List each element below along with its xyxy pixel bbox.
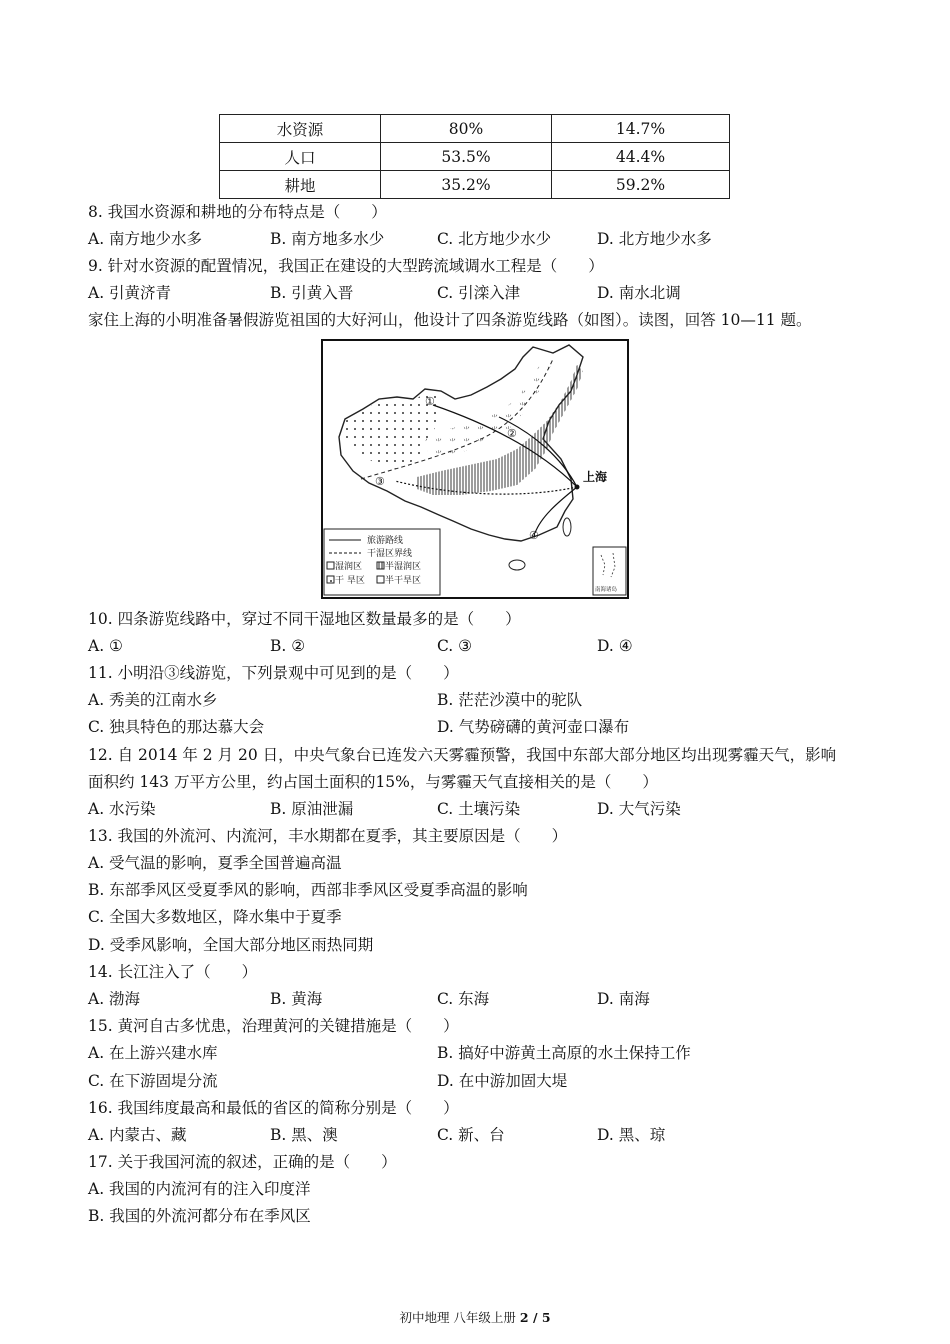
- table-row: [220, 171, 730, 199]
- question-9-option-a: A. 引黄济青: [88, 284, 172, 302]
- question-8-option-b: B. 南方地多水少: [270, 230, 385, 248]
- legend-route: 旅游路线: [367, 536, 404, 546]
- question-11-stem: 11. 小明沿③线游览，下列景观中可见到的是（ ）: [88, 664, 459, 682]
- question-9-option-d: D. 南水北调: [597, 284, 681, 302]
- question-10-option-c: C. ③: [437, 637, 473, 655]
- question-9-option-c: C. 引滦入津: [437, 284, 521, 302]
- legend-dry: 干 旱区: [335, 576, 365, 586]
- table-cell: 80%: [381, 115, 552, 143]
- question-16-option-d: D. 黑、琼: [597, 1126, 666, 1144]
- question-15-option-c: C. 在下游固堤分流: [88, 1072, 218, 1090]
- china-route-map: [321, 339, 629, 599]
- table-cell: 水资源: [220, 115, 381, 143]
- question-12-option-d: D. 大气污染: [597, 800, 681, 818]
- question-12-stem-line1: 12. 自 2014 年 2 月 20 日，中央气象台已连发六天雾霾预警，我国中东部大部分地区均出现雾霾天气，影响: [88, 746, 837, 764]
- shanghai-label: 上海: [583, 470, 608, 484]
- question-8-option-a: A. 南方地少水多: [88, 230, 203, 248]
- table-cell: 人口: [220, 143, 381, 171]
- question-16-option-c: C. 新、台: [437, 1126, 505, 1144]
- question-15-option-a: A. 在上游兴建水库: [88, 1044, 218, 1062]
- question-11-option-b: B. 茫茫沙漠中的驼队: [437, 691, 583, 709]
- question-14-option-d: D. 南海: [597, 990, 650, 1008]
- route-3-label: ③: [375, 475, 385, 488]
- question-16-option-b: B. 黑、澳: [270, 1126, 338, 1144]
- table-cell: 44.4%: [552, 143, 730, 171]
- table-cell: 14.7%: [552, 115, 730, 143]
- question-17-option-b: B. 我国的外流河都分布在季风区: [88, 1207, 311, 1225]
- question-10-option-d: D. ④: [597, 637, 633, 655]
- table-cell: 耕地: [220, 171, 381, 199]
- question-10-stem: 10. 四条游览线路中，穿过不同干湿地区数量最多的是（ ）: [88, 610, 521, 628]
- inset-label: 南海诸岛: [595, 587, 618, 593]
- question-13-stem: 13. 我国的外流河、内流河，丰水期都在夏季，其主要原因是（ ）: [88, 827, 568, 845]
- south-china-sea-inset: [593, 547, 626, 595]
- question-15-option-d: D. 在中游加固大堤: [437, 1072, 568, 1090]
- question-12-option-a: A. 水污染: [88, 800, 156, 818]
- question-15-stem: 15. 黄河自古多忧患，治理黄河的关键措施是（ ）: [88, 1017, 459, 1035]
- question-15-option-b: B. 搞好中游黄土高原的水土保持工作: [437, 1044, 691, 1062]
- question-9-stem: 9. 针对水资源的配置情况，我国正在建设的大型跨流域调水工程是（ ）: [88, 257, 604, 275]
- question-10-option-b: B. ②: [270, 637, 306, 655]
- question-16-option-a: A. 内蒙古、藏: [88, 1126, 187, 1144]
- question-12-option-b: B. 原油泄漏: [270, 800, 354, 818]
- question-14-option-c: C. 东海: [437, 990, 490, 1008]
- question-12-stem-line2: 面积约 143 万平方公里，约占国土面积的15%，与雾霾天气直接相关的是（ ）: [88, 773, 658, 791]
- shanghai-point: [575, 485, 580, 490]
- table-cell: 59.2%: [552, 171, 730, 199]
- route-4-label: ④: [529, 529, 539, 542]
- table-cell: 53.5%: [381, 143, 552, 171]
- question-13-option-c: C. 全国大多数地区，降水集中于夏季: [88, 908, 342, 926]
- question-14-option-b: B. 黄海: [270, 990, 323, 1008]
- table-row: [220, 143, 730, 171]
- route-1-label: ①: [425, 395, 435, 408]
- legend-semiwet: 半湿润区: [385, 562, 422, 572]
- question-9-option-b: B. 引黄入晋: [270, 284, 354, 302]
- question-13-option-d: D. 受季风影响，全国大部分地区雨热同期: [88, 936, 374, 954]
- question-8-option-d: D. 北方地少水多: [597, 230, 712, 248]
- question-11-option-c: C. 独具特色的那达慕大会: [88, 718, 265, 736]
- resource-table: [219, 114, 730, 199]
- legend-semidry: 半干旱区: [385, 576, 422, 586]
- question-11-option-a: A. 秀美的江南水乡: [88, 691, 218, 709]
- table-cell: 35.2%: [381, 171, 552, 199]
- question-14-stem: 14. 长江注入了（ ）: [88, 963, 258, 981]
- legend-wet: 湿润区: [335, 562, 363, 572]
- question-8-stem: 8. 我国水资源和耕地的分布特点是（ ）: [88, 203, 387, 221]
- footer-text: 初中地理 八年级上册: [399, 1310, 520, 1325]
- page-footer: [0, 1308, 950, 1326]
- map-legend: [324, 529, 440, 595]
- route-2-label: ②: [507, 427, 517, 440]
- question-8-option-c: C. 北方地少水少: [437, 230, 552, 248]
- table-row: [220, 115, 730, 143]
- question-13-option-a: A. 受气温的影响，夏季全国普遍高温: [88, 854, 342, 872]
- question-17-option-a: A. 我国的内流河有的注入印度洋: [88, 1180, 311, 1198]
- question-14-option-a: A. 渤海: [88, 990, 141, 1008]
- question-16-stem: 16. 我国纬度最高和最低的省区的简称分别是（ ）: [88, 1099, 459, 1117]
- legend-boundary: 干湿区界线: [367, 549, 413, 559]
- question-17-stem: 17. 关于我国河流的叙述，正确的是（ ）: [88, 1153, 397, 1171]
- passage-intro: 家住上海的小明准备暑假游览祖国的大好河山，他设计了四条游览线路（如图）。读图，回答 10—11 题。: [88, 311, 812, 329]
- question-10-option-a: A. ①: [88, 637, 123, 655]
- question-13-option-b: B. 东部季风区受夏季风的影响，西部非季风区受夏季高温的影响: [88, 881, 528, 899]
- question-11-option-d: D. 气势磅礴的黄河壶口瀑布: [437, 718, 630, 736]
- page-number: 2 / 5: [519, 1310, 551, 1325]
- question-12-option-c: C. 土壤污染: [437, 800, 521, 818]
